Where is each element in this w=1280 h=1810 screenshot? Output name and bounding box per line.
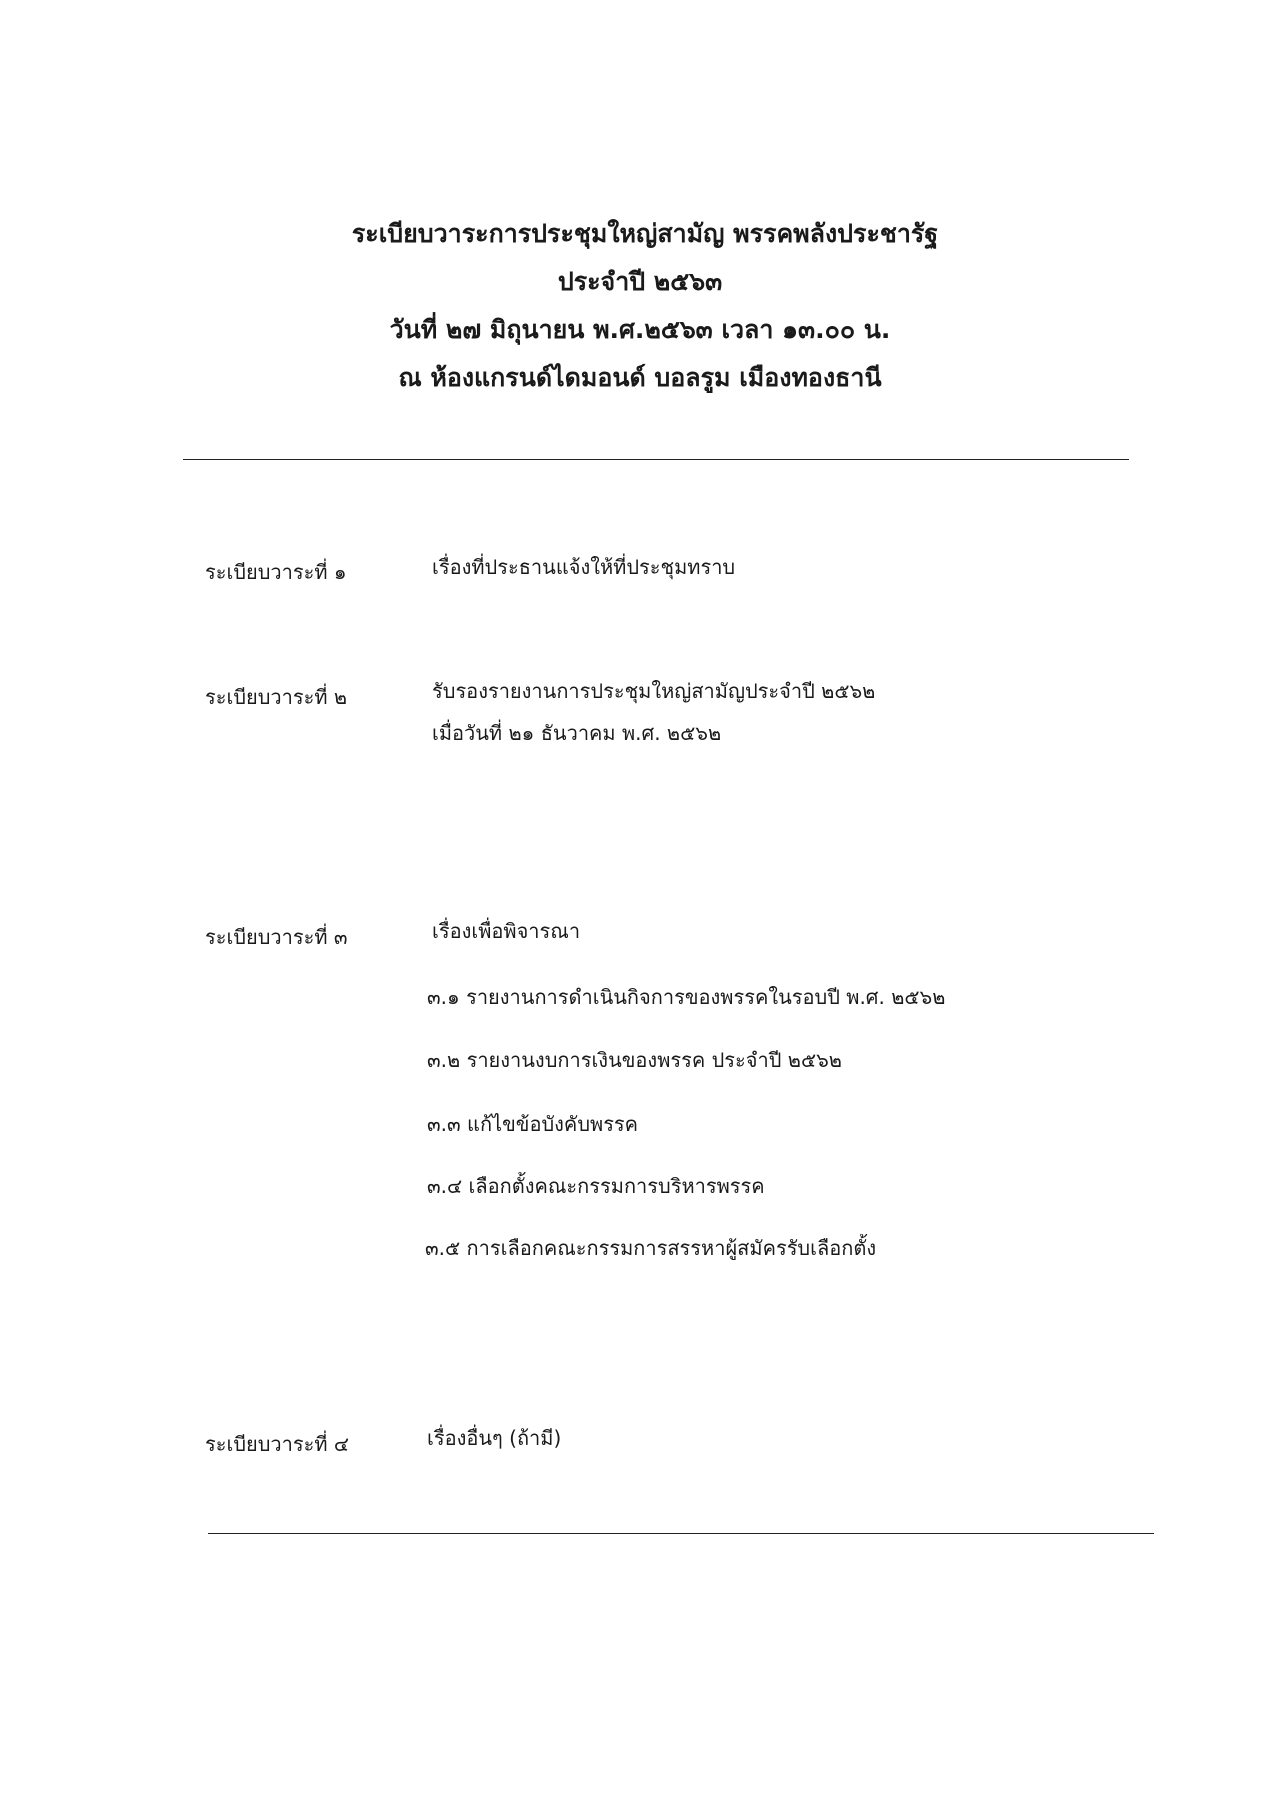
agenda-label-3: ระเบียบวาระที่ ๓ (205, 925, 348, 949)
sub-item-3-3: ๓.๓ แก้ไขข้อบังคับพรรค (427, 1112, 639, 1136)
agenda-label-4: ระเบียบวาระที่ ๔ (205, 1432, 350, 1456)
top-divider (183, 459, 1129, 460)
agenda-text-4 (427, 1417, 561, 1459)
header-title: ระเบียบวาระการประชุมใหญ่สามัญ พรรคพลังประชารัฐ (351, 219, 939, 248)
sub-item-3-1: ๓.๑ รายงานการดำเนินกิจการของพรรคในรอบปี พ.ศ. ๒๕๖๒ (427, 985, 946, 1009)
agenda-label-2: ระเบียบวาระที่ ๒ (205, 685, 348, 709)
agenda-text-2 (432, 670, 875, 754)
agenda-text-2-line-2: เมื่อวันที่ ๒๑ ธันวาคม พ.ศ. ๒๕๖๒ (432, 721, 722, 745)
agenda-text-2-line-1: รับรองรายงานการประชุมใหญ่สามัญประจำปี ๒๕๖๒ (432, 679, 876, 703)
header-venue: ณ ห้องแกรนด์ไดมอนด์ บอลรูม เมืองทองธานี (398, 363, 882, 392)
header-year: ประจำปี ๒๕๖๓ (557, 267, 723, 296)
agenda-text-3-line-1: เรื่องเพื่อพิจารณา (432, 919, 581, 943)
bottom-divider (208, 1533, 1154, 1534)
agenda-text-4-line-1: เรื่องอื่นๆ (ถ้ามี) (427, 1426, 562, 1450)
agenda-header (0, 210, 1280, 402)
sub-item-3-5: ๓.๕ การเลือกคณะกรรมการสรรหาผู้สมัครรับเลือกตั้ง (425, 1236, 877, 1260)
agenda-text-1 (432, 546, 735, 588)
header-date-time: วันที่ ๒๗ มิถุนายน พ.ศ.๒๕๖๓ เวลา ๑๓.๐๐ น. (389, 315, 891, 344)
agenda-label-1: ระเบียบวาระที่ ๑ (205, 560, 347, 584)
sub-item-3-4: ๓.๔ เลือกตั้งคณะกรรมการบริหารพรรค (427, 1174, 765, 1198)
sub-item-3-2: ๓.๒ รายงานงบการเงินของพรรค ประจำปี ๒๕๖๒ (427, 1048, 842, 1072)
agenda-text-3 (432, 910, 580, 952)
agenda-text-1-line-1: เรื่องที่ประธานแจ้งให้ที่ประชุมทราบ (432, 555, 736, 579)
